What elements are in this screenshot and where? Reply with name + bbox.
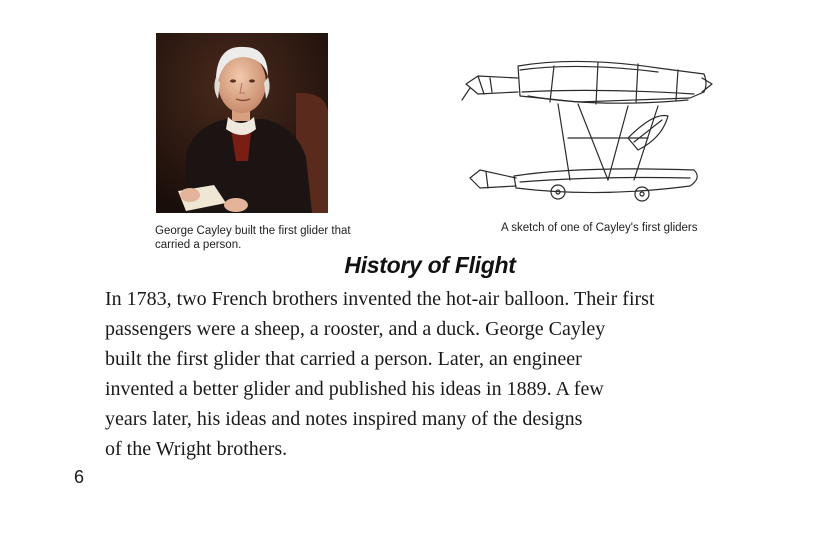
body-line: passengers were a sheep, a rooster, and a duck. George Cayley	[105, 318, 606, 340]
sketch-caption: A sketch of one of Cayley's first gliders	[501, 222, 698, 234]
page-number: 6	[74, 467, 85, 487]
portrait-caption: George Cayley built the first glider that carried a person.	[155, 225, 351, 251]
body-line: built the first glider that carried a person. Later, an engineer	[105, 348, 582, 370]
body-line: years later, his ideas and notes inspired many of the designs	[105, 408, 583, 430]
page-title: History of Flight	[344, 252, 516, 278]
body-line: invented a better glider and published his ideas in 1889. A few	[105, 378, 604, 400]
george-cayley-portrait	[156, 33, 328, 213]
body-line: of the Wright brothers.	[105, 438, 288, 460]
glider-sketch	[458, 48, 716, 208]
body-line: In 1783, two French brothers invented the hot-air balloon. Their first	[105, 288, 655, 310]
body-paragraph	[105, 284, 795, 464]
